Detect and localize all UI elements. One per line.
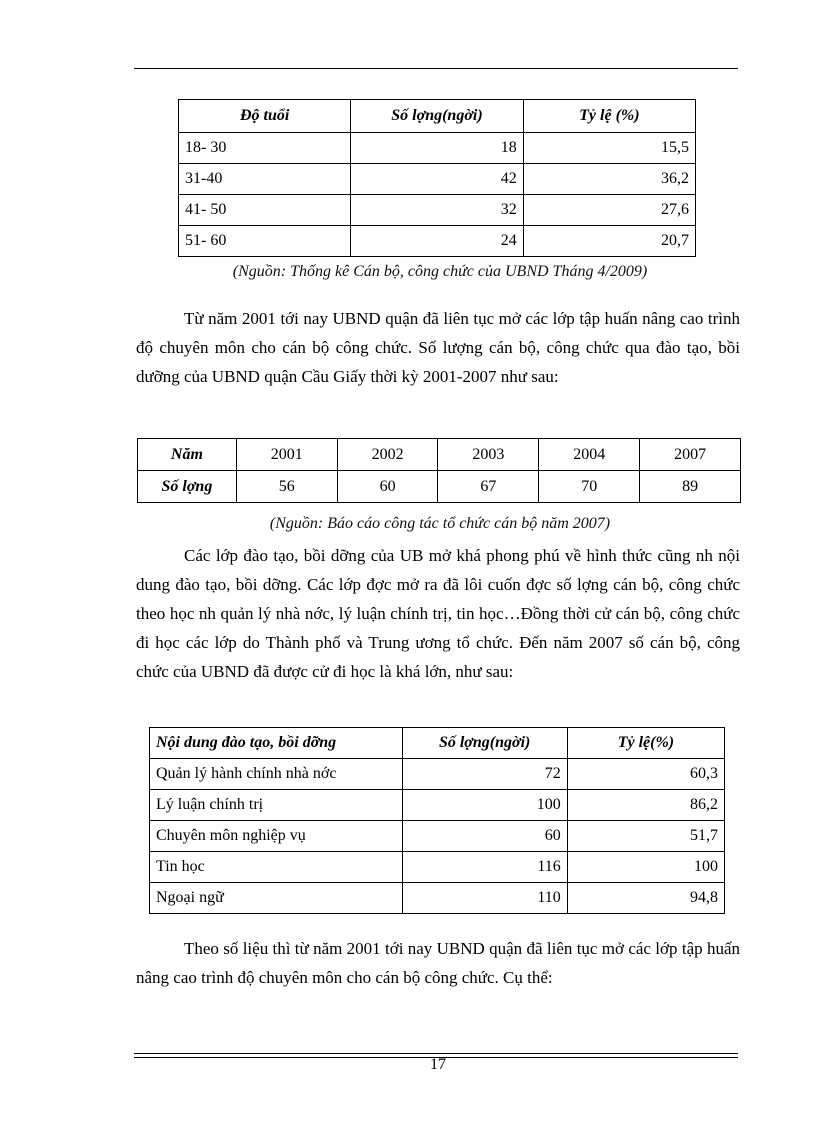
age-table-source-caption: (Nguồn: Thống kê Cán bộ, công chức của UBND Tháng 4/2009) bbox=[232, 263, 648, 280]
count-cell: 116 bbox=[402, 852, 567, 883]
count-cell: 60 bbox=[337, 471, 438, 503]
column-header: Độ tuổi bbox=[179, 100, 351, 133]
percent-cell: 100 bbox=[567, 852, 724, 883]
percent-cell: 51,7 bbox=[567, 821, 724, 852]
paragraph-training-intro: Từ năm 2001 tới nay UBND quận đã liên tục mở các lớp tập huấn nâng cao trình độ chuyên môn cho cán bộ công chức. Số lượng cán bộ, công chức qua đào tạo, bồi dưỡng của UBND quận Cầu Giấy thời kỳ 2001-2007 như sau: bbox=[136, 309, 740, 386]
count-cell: 42 bbox=[351, 164, 523, 195]
count-cell: 56 bbox=[236, 471, 337, 503]
yearly-table-source-caption: (Nguồn: Báo cáo công tác tổ chức cán bộ năm 2007) bbox=[269, 515, 611, 532]
percent-cell: 86,2 bbox=[567, 790, 724, 821]
table-row bbox=[150, 790, 725, 821]
row-header-count: Số lợng bbox=[138, 471, 237, 503]
count-cell: 70 bbox=[539, 471, 640, 503]
percent-cell: 27,6 bbox=[523, 195, 695, 226]
age-range-cell: 31-40 bbox=[179, 164, 351, 195]
yearly-training-table bbox=[137, 438, 741, 503]
paragraph-conclusion: Theo số liệu thì từ năm 2001 tới nay UBND quận đã liên tục mở các lớp tập huấn nâng cao trình độ chuyên môn cho cán bộ công chức. Cụ thể: bbox=[136, 939, 740, 987]
page-number: 17 bbox=[430, 1056, 446, 1073]
column-header: Nội dung đào tạo, bồi dỡng bbox=[150, 728, 403, 759]
row-header-year: Năm bbox=[138, 439, 237, 471]
table-header-row bbox=[179, 100, 696, 133]
table-row bbox=[179, 226, 696, 257]
count-cell: 100 bbox=[402, 790, 567, 821]
table-row bbox=[179, 133, 696, 164]
count-row bbox=[138, 471, 741, 503]
percent-cell: 36,2 bbox=[523, 164, 695, 195]
table-row bbox=[150, 821, 725, 852]
header-rule bbox=[134, 68, 738, 69]
content-cell: Chuyên môn nghiệp vụ bbox=[150, 821, 403, 852]
table-row bbox=[150, 852, 725, 883]
table-row bbox=[150, 883, 725, 914]
count-cell: 18 bbox=[351, 133, 523, 164]
age-range-cell: 18- 30 bbox=[179, 133, 351, 164]
table-header-row bbox=[150, 728, 725, 759]
content-cell: Lý luận chính trị bbox=[150, 790, 403, 821]
year-cell: 2002 bbox=[337, 439, 438, 471]
year-cell: 2003 bbox=[438, 439, 539, 471]
percent-cell: 94,8 bbox=[567, 883, 724, 914]
content-cell: Quản lý hành chính nhà nớc bbox=[150, 759, 403, 790]
count-cell: 24 bbox=[351, 226, 523, 257]
year-row bbox=[138, 439, 741, 471]
footer-rule bbox=[134, 1053, 738, 1054]
table-row bbox=[150, 759, 725, 790]
column-header: Số lợng(ngời) bbox=[351, 100, 523, 133]
year-cell: 2001 bbox=[236, 439, 337, 471]
column-header: Số lợng(ngời) bbox=[402, 728, 567, 759]
training-content-table bbox=[149, 727, 725, 914]
year-cell: 2007 bbox=[640, 439, 741, 471]
age-range-cell: 41- 50 bbox=[179, 195, 351, 226]
content-cell: Ngoại ngữ bbox=[150, 883, 403, 914]
percent-cell: 60,3 bbox=[567, 759, 724, 790]
count-cell: 67 bbox=[438, 471, 539, 503]
paragraph-training-types: Các lớp đào tạo, bồi dỡng của UB mở khá phong phú về hình thức cũng nh nội dung đào tạo, bồi dỡng. Các lớp đợc mở ra đã lôi cuốn đợc số lợng cán bộ, công chức theo học nh quản lý nhà nớc, lý luận chính trị, tin học…Đồng thời cử cán bộ, công chức đi học các lớp do Thành phố và Trung ương tổ chức. Đến năm 2007 số cán bộ, công chức của UBND đã được cử đi học là khá lớn, như sau: bbox=[136, 546, 740, 681]
column-header: Tỷ lệ (%) bbox=[523, 100, 695, 133]
age-range-cell: 51- 60 bbox=[179, 226, 351, 257]
count-cell: 32 bbox=[351, 195, 523, 226]
percent-cell: 20,7 bbox=[523, 226, 695, 257]
count-cell: 89 bbox=[640, 471, 741, 503]
count-cell: 72 bbox=[402, 759, 567, 790]
year-cell: 2004 bbox=[539, 439, 640, 471]
content-cell: Tin học bbox=[150, 852, 403, 883]
count-cell: 110 bbox=[402, 883, 567, 914]
count-cell: 60 bbox=[402, 821, 567, 852]
column-header: Tỷ lệ(%) bbox=[567, 728, 724, 759]
table-row bbox=[179, 195, 696, 226]
table-row bbox=[179, 164, 696, 195]
percent-cell: 15,5 bbox=[523, 133, 695, 164]
age-table bbox=[178, 99, 696, 257]
